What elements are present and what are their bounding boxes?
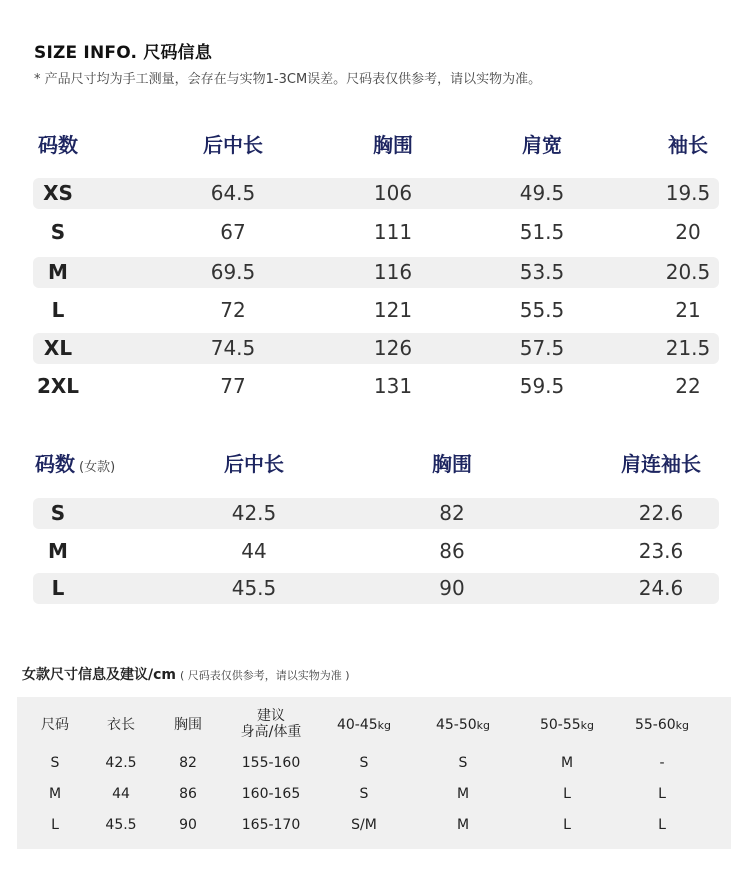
men-cell: 111 (373, 220, 413, 244)
measurement-note: * 产品尺寸均为手工测量，会存在与实物1-3CM误差。尺码表仅供参考，请以实物为准。 (34, 72, 542, 87)
suggestion-header-line1: 建议 (257, 708, 285, 724)
men-cell: 57.5 (519, 336, 565, 360)
men-size-label: L (51, 298, 65, 322)
suggestion-size-label: L (51, 817, 59, 833)
men-size-label: XL (43, 336, 73, 360)
women-header-note: (女款) (79, 460, 116, 475)
suggestion-header-1 (107, 717, 135, 733)
women-cell: 82 (439, 501, 465, 525)
men-cell: 126 (373, 336, 413, 360)
suggestion-header-text: 胸围 (174, 717, 202, 733)
women-size-label: M (48, 539, 68, 563)
men-size-label: XS (43, 181, 73, 205)
suggestion-cell: 82 (179, 755, 197, 771)
suggestion-cell: M (560, 755, 574, 771)
women-row (33, 498, 719, 529)
women-header-text: 肩连袖长 (621, 452, 701, 476)
men-cell: 77 (220, 374, 246, 398)
suggestion-cell: 90 (179, 817, 197, 833)
suggestion-header-range: 50-55 (539, 717, 581, 733)
women-cell: 86 (439, 539, 465, 563)
suggestion-cell: L (658, 786, 666, 802)
suggestion-size-label: S (50, 755, 60, 771)
suggestion-header-range: 55-60 (634, 717, 676, 733)
men-row (33, 217, 719, 248)
suggestion-cell: - (659, 755, 665, 771)
suggestion-cell: L (563, 817, 571, 833)
suggestion-header-unit: kg (476, 719, 491, 732)
men-header-2: 胸围 (373, 133, 413, 157)
men-cell: 131 (373, 374, 413, 398)
suggestion-cell: S (458, 755, 468, 771)
suggestion-header-range: 40-45 (336, 717, 378, 733)
men-cell: 106 (373, 181, 413, 205)
men-row (33, 371, 719, 402)
suggestion-cell: S/M (351, 817, 377, 833)
suggestion-table-title (22, 664, 350, 684)
suggestion-cell: L (563, 786, 571, 802)
women-header-text: 胸围 (432, 452, 472, 476)
women-cell: 45.5 (231, 576, 277, 600)
men-row (33, 257, 719, 288)
women-cell: 23.6 (638, 539, 684, 563)
suggestion-header-5 (436, 717, 490, 734)
suggestion-header-unit: kg (580, 719, 595, 732)
men-cell: 116 (373, 260, 413, 284)
women-header-1 (224, 448, 284, 477)
suggestion-cell: S (359, 755, 369, 771)
men-cell: 51.5 (519, 220, 565, 244)
men-cell: 67 (220, 220, 246, 244)
suggestion-header-0 (41, 717, 69, 733)
men-cell: 19.5 (665, 181, 711, 205)
men-row (33, 295, 719, 326)
men-cell: 20.5 (665, 260, 711, 284)
suggestion-table (17, 697, 731, 849)
suggestion-title-text: 女款尺寸信息及建议/cm (22, 667, 176, 683)
women-row (33, 573, 719, 604)
women-header-2 (432, 448, 472, 477)
suggestion-cell: 42.5 (105, 755, 137, 771)
suggestion-cell: 165-170 (241, 817, 301, 833)
men-cell: 49.5 (519, 181, 565, 205)
men-size-label: M (48, 260, 68, 284)
men-header-1: 后中长 (203, 133, 263, 157)
men-cell: 74.5 (210, 336, 256, 360)
men-row (33, 333, 719, 364)
suggestion-cell: 160-165 (241, 786, 301, 802)
suggestion-cell: M (456, 786, 470, 802)
women-cell: 22.6 (638, 501, 684, 525)
men-size-label: 2XL (36, 374, 80, 398)
women-cell: 44 (241, 539, 267, 563)
suggestion-cell: 44 (112, 786, 130, 802)
men-row (33, 178, 719, 209)
men-header-0: 码数 (38, 133, 78, 157)
women-size-label: L (51, 576, 65, 600)
men-cell: 121 (373, 298, 413, 322)
men-cell: 22 (675, 374, 701, 398)
men-cell: 20 (675, 220, 701, 244)
men-cell: 64.5 (210, 181, 256, 205)
suggestion-header-2 (174, 717, 202, 733)
women-cell: 24.6 (638, 576, 684, 600)
suggestion-header-text: 衣长 (107, 717, 135, 733)
suggestion-cell: S (359, 786, 369, 802)
suggestion-size-label: M (48, 786, 62, 802)
men-cell: 72 (220, 298, 246, 322)
suggestion-header-3 (241, 708, 302, 740)
suggestion-title-note: ( 尺码表仅供参考，请以实物为准 ) (180, 669, 350, 682)
suggestion-header-6 (540, 717, 594, 734)
women-header-0 (35, 448, 115, 477)
women-row (33, 536, 719, 567)
suggestion-cell: M (456, 817, 470, 833)
men-size-label: S (50, 220, 66, 244)
suggestion-cell: L (658, 817, 666, 833)
women-header-text: 后中长 (224, 452, 284, 476)
men-cell: 59.5 (519, 374, 565, 398)
women-cell: 42.5 (231, 501, 277, 525)
size-info-title: SIZE INFO. 尺码信息 (34, 43, 213, 63)
suggestion-cell: 45.5 (105, 817, 137, 833)
women-size-label: S (50, 501, 66, 525)
suggestion-cell: 86 (179, 786, 197, 802)
women-header-3 (621, 448, 701, 477)
suggestion-header-7 (635, 717, 689, 734)
men-cell: 53.5 (519, 260, 565, 284)
men-cell: 55.5 (519, 298, 565, 322)
suggestion-header-4 (337, 717, 391, 734)
women-cell: 90 (439, 576, 465, 600)
women-header-text: 码数 (35, 452, 75, 476)
suggestion-header-unit: kg (377, 719, 392, 732)
suggestion-cell: 155-160 (241, 755, 301, 771)
suggestion-header-unit: kg (675, 719, 690, 732)
suggestion-header-range: 45-50 (435, 717, 477, 733)
men-cell: 69.5 (210, 260, 256, 284)
men-header-4: 袖长 (668, 133, 708, 157)
men-header-3: 肩宽 (522, 133, 562, 157)
suggestion-header-text: 尺码 (41, 717, 69, 733)
men-cell: 21.5 (665, 336, 711, 360)
suggestion-header-line2: 身高/体重 (240, 724, 302, 740)
men-cell: 21 (675, 298, 701, 322)
